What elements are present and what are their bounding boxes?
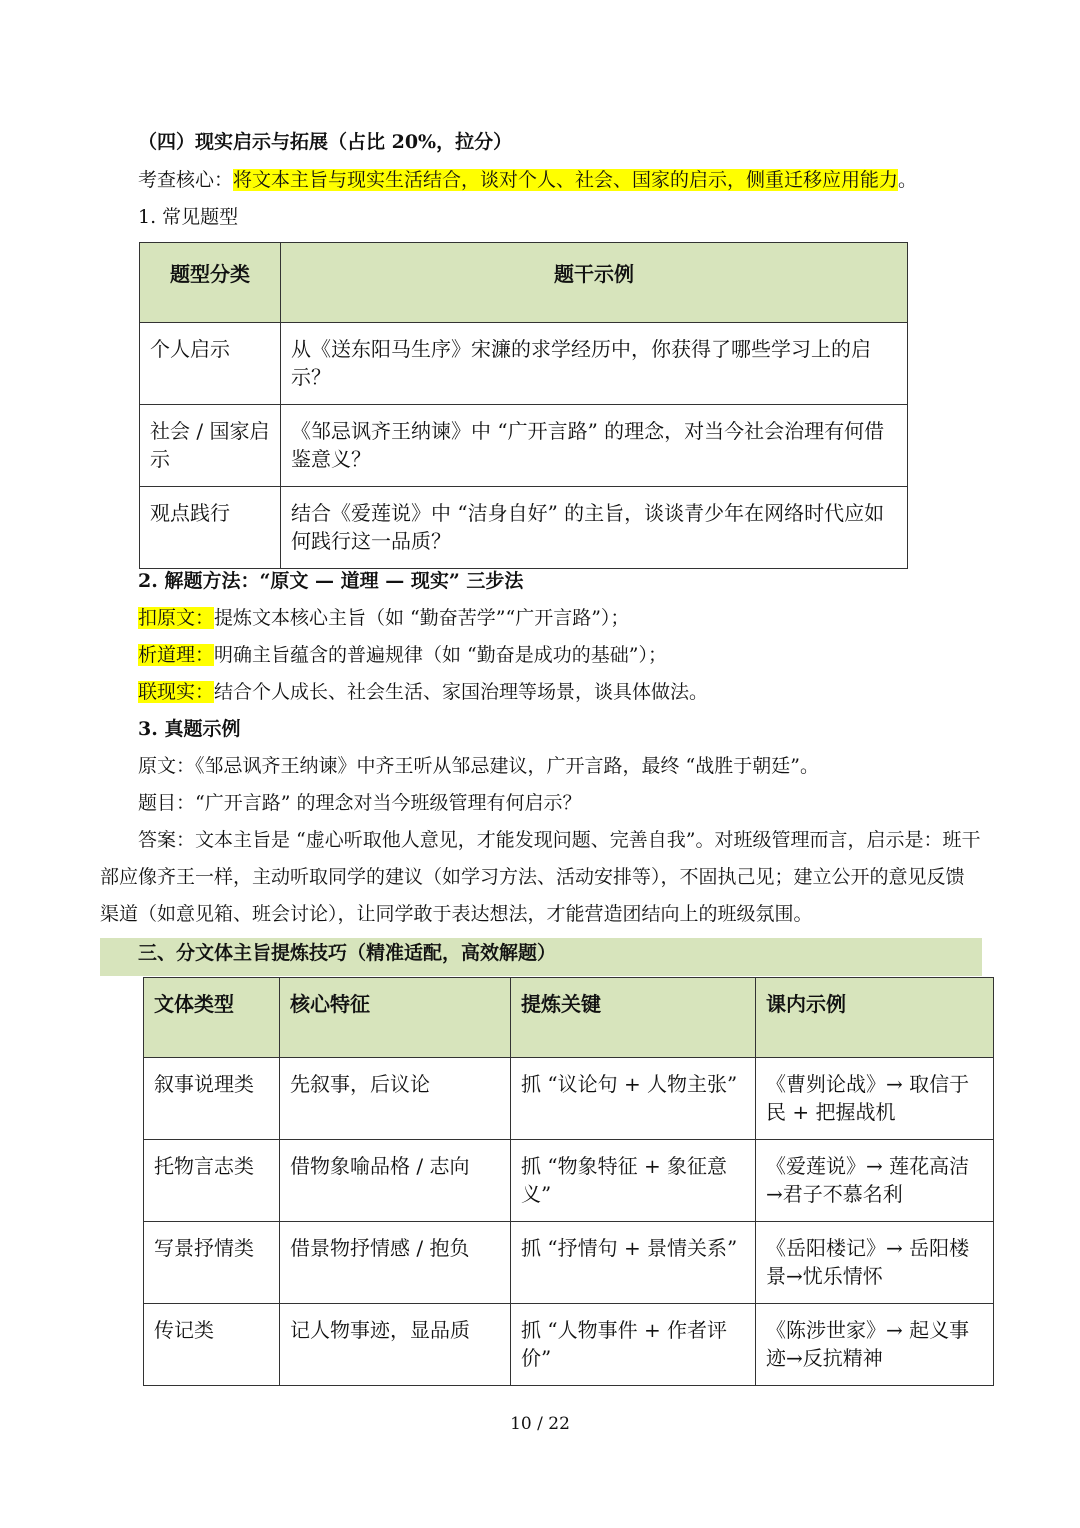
- core-label: 考查核心：: [138, 169, 234, 191]
- header-example: 题干示例: [281, 243, 908, 323]
- table-row: [144, 1058, 994, 1140]
- example-answer: 答案：文本主旨是 “虚心听取他人意见，才能发现问题、完善自我”。对班级管理而言，启示是：班干部应像齐王一样，主动听取同学的建议（如学习方法、活动安排等），不固执己见；建立公开的意见反馈渠道（如意见箱、班会讨论），让同学敢于表达想法，才能营造团结向上的班级氛围。: [100, 829, 981, 925]
- cell-genre: 写景抒情类: [144, 1222, 280, 1304]
- header-type: 题型分类: [140, 243, 281, 323]
- table-row: [140, 405, 908, 487]
- table-header-row: [144, 978, 994, 1058]
- section-3-title: 三、分文体主旨提炼技巧（精准适配，高效解题）: [138, 942, 557, 964]
- cell-example: 结合《爱莲说》中 “洁身自好” 的主旨，谈谈青少年在网络时代应如何践行这一品质？: [281, 487, 908, 569]
- step-label: 扣原文：: [138, 607, 215, 629]
- cell-key: 抓 “议论句 + 人物主张”: [511, 1058, 756, 1140]
- heading-method: 2. 解题方法：“原文 — 道理 — 现实” 三步法: [138, 570, 524, 592]
- heading-example: 3. 真题示例: [138, 718, 241, 740]
- header-genre: 文体类型: [144, 978, 280, 1058]
- core-line: [138, 166, 917, 194]
- table-row: [140, 487, 908, 569]
- step-line: [138, 604, 629, 632]
- genre-techniques-table: [143, 977, 994, 1386]
- cell-key: 抓 “人物事件 + 作者评价”: [511, 1304, 756, 1386]
- cell-example: 从《送东阳马生序》宋濂的求学经历中，你获得了哪些学习上的启示？: [281, 323, 908, 405]
- step-text: 明确主旨蕴含的普遍规律（如 “勤奋是成功的基础”）；: [214, 644, 667, 666]
- step-label: 析道理：: [138, 644, 215, 666]
- core-text-highlight: 将文本主旨与现实生活结合，谈对个人、社会、国家的启示，侧重迁移应用能力: [233, 169, 899, 191]
- step-label: 联现实：: [138, 681, 215, 703]
- cell-key: 抓 “抒情句 + 景情关系”: [511, 1222, 756, 1304]
- table-row: [140, 323, 908, 405]
- cell-sample: 《岳阳楼记》→ 岳阳楼景→忧乐情怀: [756, 1222, 994, 1304]
- cell-sample: 《爱莲说》→ 莲花高洁→君子不慕名利: [756, 1140, 994, 1222]
- page-number: 10 / 22: [510, 1414, 570, 1434]
- question-types-table: [139, 242, 908, 569]
- cell-type: 个人启示: [140, 323, 281, 405]
- cell-feature: 先叙事，后议论: [280, 1058, 511, 1140]
- step-text: 结合个人成长、社会生活、家国治理等场景，谈具体做法。: [214, 681, 709, 703]
- step-line: [138, 641, 667, 669]
- cell-sample: 《陈涉世家》→ 起义事迹→反抗精神: [756, 1304, 994, 1386]
- cell-type: 社会 / 国家启示: [140, 405, 281, 487]
- cell-feature: 借物象喻品格 / 志向: [280, 1140, 511, 1222]
- step-text: 提炼文本核心主旨（如 “勤奋苦学”“广开言路”）；: [214, 607, 630, 629]
- example-question: 题目：“广开言路” 的理念对当今班级管理有何启示？: [138, 792, 582, 814]
- cell-genre: 托物言志类: [144, 1140, 280, 1222]
- core-end: 。: [898, 169, 918, 191]
- cell-genre: 传记类: [144, 1304, 280, 1386]
- table-row: [144, 1222, 994, 1304]
- example-original: 原文：《邹忌讽齐王纳谏》中齐王听从邹忌建议，广开言路，最终 “战胜于朝廷”。: [138, 755, 819, 777]
- header-sample: 课内示例: [756, 978, 994, 1058]
- cell-genre: 叙事说理类: [144, 1058, 280, 1140]
- table-header-row: [140, 243, 908, 323]
- table-row: [144, 1140, 994, 1222]
- header-key: 提炼关键: [511, 978, 756, 1058]
- cell-type: 观点践行: [140, 487, 281, 569]
- section-4-title: （四）现实启示与拓展（占比 20%，拉分）: [138, 131, 513, 153]
- table-row: [144, 1304, 994, 1386]
- heading-common-types: 1. 常见题型: [138, 206, 239, 228]
- cell-sample: 《曹刿论战》→ 取信于民 + 把握战机: [756, 1058, 994, 1140]
- cell-example: 《邹忌讽齐王纳谏》中 “广开言路” 的理念，对当今社会治理有何借鉴意义？: [281, 405, 908, 487]
- step-line: [138, 678, 708, 706]
- cell-key: 抓 “物象特征 + 象征意义”: [511, 1140, 756, 1222]
- cell-feature: 借景物抒情感 / 抱负: [280, 1222, 511, 1304]
- header-feature: 核心特征: [280, 978, 511, 1058]
- cell-feature: 记人物事迹，显品质: [280, 1304, 511, 1386]
